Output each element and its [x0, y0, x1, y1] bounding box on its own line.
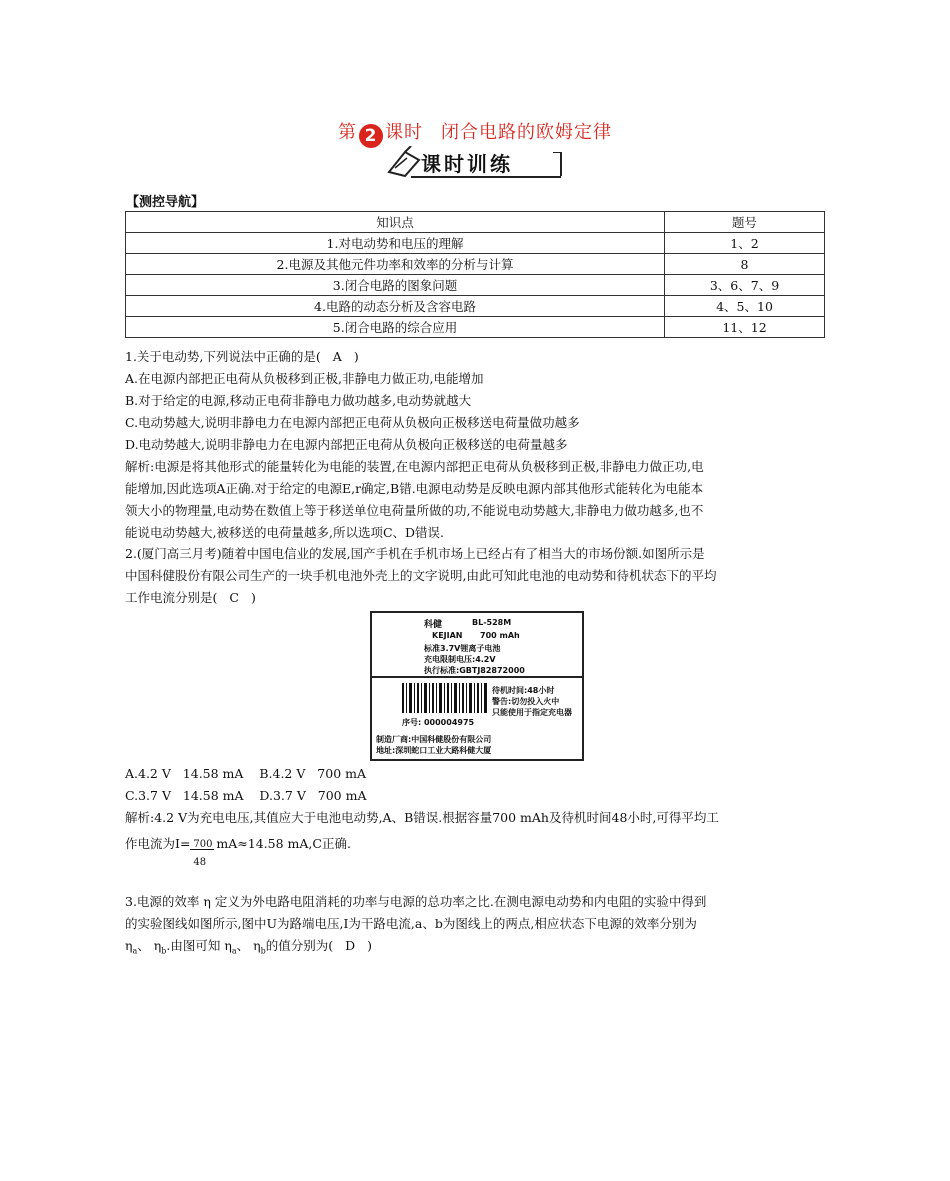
q1-option-a: A.在电源内部把正电荷从负极移到正极,非静电力做正功,电能增加 — [125, 371, 484, 386]
q3-line: 3.电源的效率 η 定义为外电路电阻消耗的功率与电源的总功率之比.在测电源电动势和内电阻的实验中得到 — [125, 894, 707, 909]
battery-standby: 待机时间:48小时 — [492, 686, 555, 695]
table-cell: 3、6、7、9 — [665, 275, 825, 296]
page-title — [0, 118, 950, 148]
barcode-icon — [402, 683, 488, 713]
battery-label-figure — [370, 611, 584, 761]
q2-answer: C — [229, 590, 239, 605]
table-header-number: 题号 — [665, 212, 825, 233]
q2-option-line: C.3.7 V 14.58 mA D.3.7 V 700 mA — [125, 788, 367, 803]
battery-maker: 制造厂商:中国科健股份有限公司 — [376, 735, 492, 744]
title-prefix: 第 — [338, 122, 357, 143]
q1-analysis-line: 解析:电源是将其他形式的能量转化为电能的装置,在电源内部把正电荷从负极移到正极,非静电力做正功,电 — [125, 459, 704, 474]
table-row — [126, 317, 825, 338]
table-row — [126, 254, 825, 275]
table-cell: 5.闭合电路的综合应用 — [126, 317, 665, 338]
q1-analysis-line: 能说电动势越大,被移送的电荷量越多,所以选项C、D错误. — [125, 525, 445, 540]
question-3 — [125, 891, 831, 963]
table-header-row — [126, 212, 825, 233]
table-cell: 2.电源及其他元件功率和效率的分析与计算 — [126, 254, 665, 275]
battery-spec: 执行标准:GBTJ82872000 — [424, 666, 525, 675]
q1-analysis-line: 能增加,因此选项A正确.对于给定的电源E,r确定,B错.电源电动势是反映电源内部其他形式能转化为电能本 — [125, 481, 704, 496]
battery-brand: 科健 — [424, 620, 443, 630]
battery-spec: 标准3.7V锂离子电池 — [424, 644, 501, 653]
section-banner — [385, 146, 565, 180]
q2-analysis-formula: 作电流为I= $\frac{700}{48}$ mA≈14.58 mA,C正确. — [125, 832, 831, 866]
lesson-number-badge: 2 — [359, 124, 383, 148]
table-header-knowledge: 知识点 — [126, 212, 665, 233]
q2-options — [125, 763, 831, 829]
battery-address: 地址:深圳蛇口工业大路科健大厦 — [376, 746, 492, 755]
table-cell: 11、12 — [665, 317, 825, 338]
battery-model: BL-528M — [472, 618, 512, 627]
table-row — [126, 233, 825, 254]
battery-serial: 序号: 000004975 — [402, 718, 475, 727]
q3-answer: D — [345, 938, 356, 953]
nav-label: 【测控导航】 — [126, 195, 205, 210]
q2-stem-line: 中国科健股份有限公司生产的一块手机电池外壳上的文字说明,由此可知此电池的电动势和待机状态下的平均 — [125, 568, 717, 583]
banner-end-bracket — [551, 152, 565, 176]
q2-analysis-line: 解析:4.2 V为充电电压,其值应大于电池电动势,A、B错误.根据容量700 mAh及待机时间48小时,可得平均工 — [125, 810, 719, 825]
battery-warning: 警告:切勿投入火中 — [492, 697, 560, 706]
question-2 — [125, 543, 831, 609]
table-row — [126, 275, 825, 296]
table-cell: 8 — [665, 254, 825, 275]
table-cell: 1.对电动势和电压的理解 — [126, 233, 665, 254]
table-cell: 3.闭合电路的图象问题 — [126, 275, 665, 296]
title-suffix: 课时 — [385, 122, 423, 143]
title-topic: 闭合电路的欧姆定律 — [441, 122, 612, 143]
table-cell: 4.电路的动态分析及含容电路 — [126, 296, 665, 317]
battery-spec: 充电限制电压:4.2V — [424, 655, 496, 664]
q3-line-last: $\eta_a$、 $\eta_b$.由图可知 $\eta_a$、 $\eta_b$的值分别为( D ) — [125, 935, 831, 963]
q2-option-line: A.4.2 V 14.58 mA B.4.2 V 700 mA — [125, 766, 367, 781]
q2-stem-last: 工作电流分别是( C ) — [125, 587, 831, 609]
q1-option-d: D.电动势越大,说明非静电力在电源内部把正电荷从负极向正极移送的电荷量越多 — [125, 437, 568, 452]
battery-warning: 只能使用于指定充电器 — [492, 708, 572, 717]
q3-line: 的实验图线如图所示,图中U为路端电压,I为干路电流,a、b为图线上的两点,相应状态下电源的效率分别为 — [125, 916, 697, 931]
knowledge-table — [125, 211, 825, 338]
q1-option-c: C.电动势越大,说明非静电力在电源内部把正电荷从负极向正极移送电荷量做功越多 — [125, 415, 580, 430]
table-cell: 1、2 — [665, 233, 825, 254]
q1-option-b: B.对于给定的电源,移动正电荷非静电力做功越多,电动势就越大 — [125, 393, 472, 408]
table-row — [126, 296, 825, 317]
q1-answer: A — [332, 349, 342, 364]
battery-capacity: 700 mAh — [480, 631, 520, 640]
banner-text: 课时训练 — [421, 152, 513, 176]
q1-analysis-line: 领大小的物理量,电动势在数值上等于移送单位电荷量所做的功,不能说电动势越大,非静电力做功越多,也不 — [125, 503, 704, 518]
q2-stem-line: 2.(厦门高三月考)随着中国电信业的发展,国产手机在手机市场上已经占有了相当大的市场份额.如图所示是 — [125, 546, 705, 561]
question-1 — [125, 346, 831, 544]
q1-stem: 1.关于电动势,下列说法中正确的是( A ) — [125, 346, 831, 368]
battery-brand-en: KEJIAN — [432, 631, 463, 640]
fraction: $\frac{700}{48}$ — [190, 832, 216, 866]
table-cell: 4、5、10 — [665, 296, 825, 317]
